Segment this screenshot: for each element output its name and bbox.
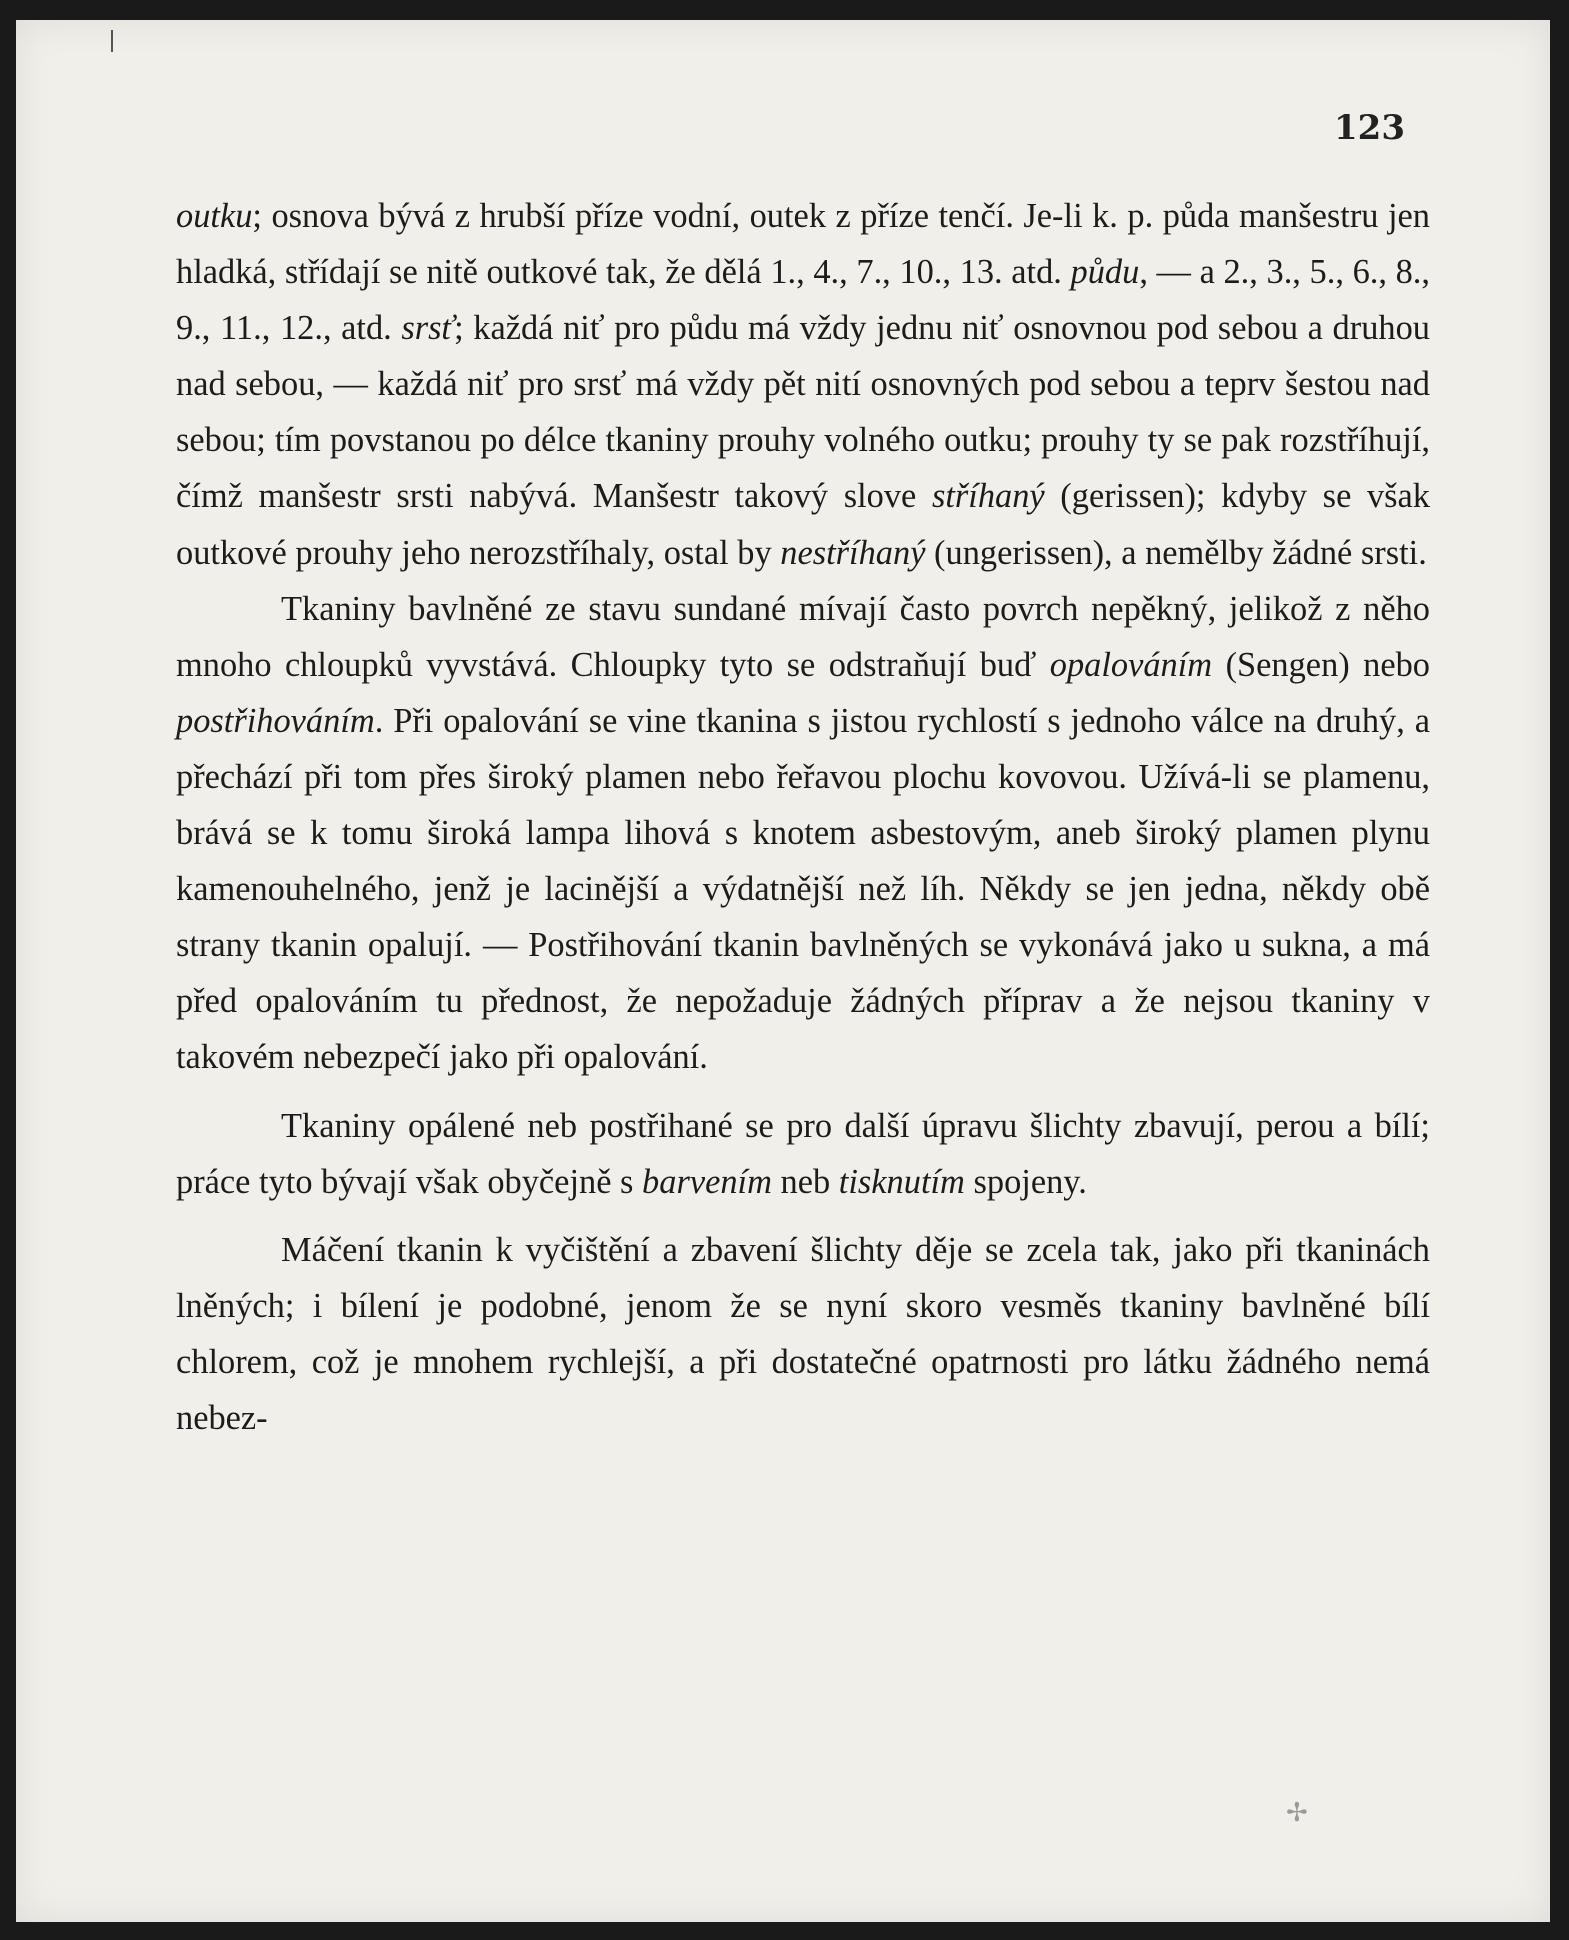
text-run: (ungerissen), a nemělby žádné srsti. (925, 533, 1427, 572)
italic-term: půdu (1070, 253, 1140, 292)
scanned-book-page (16, 20, 1550, 1922)
italic-term: stříhaný (931, 477, 1045, 516)
body-text (176, 188, 1430, 1446)
ornament-mark: ✢ (1286, 1798, 1308, 1828)
italic-term: postřihováním (176, 701, 375, 740)
italic-term: outku (176, 197, 253, 235)
text-run: spojeny. (964, 1162, 1087, 1201)
scan-edge-mark (111, 30, 113, 52)
italic-term: srsť (401, 309, 455, 348)
text-run: , — a 2., 3., 5., 6., 8., 9., 11., 12., atd. (176, 253, 1430, 348)
text-run: Tkaniny opálené neb postřihané se pro další úpravu šlichty zbavují, perou a bílí; práce tyto bývají však obyčejně s (176, 1106, 1430, 1201)
paragraph-4 (176, 1222, 1430, 1446)
text-run: Máčení tkanin k vyčištění a zbavení šlichty děje se zcela tak, jako při tkaninách lněných; i bílení je podobné, jenom že se nyní skoro vesměs tkaniny bavlněné bílí chlorem, což je mnohem rychlejší, a při dostatečné opatrnosti pro látku žádného nemá nebez- (176, 1230, 1430, 1437)
text-run: ; každá niť pro půdu má vždy jednu niť osnovnou pod sebou a druhou nad sebou, — každá niť pro srsť má vždy pět nití osnovných pod sebou a teprv šestou nad sebou; tím povstanou po délce tkaniny prouhy volného outku; prouhy ty se pak rozstříhují, čímž manšestr srsti nabývá. Manšestr takový slove (176, 309, 1430, 516)
paragraph-3 (176, 1098, 1430, 1210)
page-number: 123 (1334, 108, 1405, 148)
text-run: . Při opalování se vine tkanina s jistou rychlostí s jednoho válce na druhý, a přechází při tom přes široký plamen nebo řeřavou plochu kovovou. Užívá-li se plamenu, brává se k tomu široká lampa lihová s knotem asbestovým, aneb široký plamen plynu kamenouhelného, jenž je lacinější a výdatnější než líh. Někdy se jen jedna, někdy obě strany tkanin opalují. — Postřihování tkanin bavlněných se vykonává jako u sukna, a má před opalováním tu přednost, že nepožaduje žádných příprav a že nejsou tkaniny v takovém nebezpečí jako při opalování. (176, 701, 1430, 1077)
text-run: (Sengen) nebo (1212, 645, 1430, 684)
text-run: ; osnova bývá z hrubší příze vodní, outek z příze tenčí. Je-li k. p. půda manšestru jen hladká, střídají se nitě outkové tak, že dělá 1., 4., 7., 10., 13. atd. (176, 197, 1430, 292)
italic-term: opalováním (1049, 645, 1213, 684)
paragraph-1 (176, 188, 1430, 581)
paragraph-2 (176, 581, 1430, 1086)
italic-term: barvením (642, 1162, 772, 1201)
italic-term: tisknutím (838, 1162, 965, 1201)
text-run: neb (771, 1162, 839, 1201)
text-run: Tkaniny bavlněné ze stavu sundané mívají často povrch nepěkný, jelikož z něho mnoho chloupků vyvstává. Chloupky tyto se odstraňují buď (176, 589, 1430, 684)
italic-term: nestříhaný (780, 533, 926, 572)
text-run: (gerissen); kdyby se však outkové prouhy jeho nerozstříhaly, ostal by (176, 477, 1430, 572)
